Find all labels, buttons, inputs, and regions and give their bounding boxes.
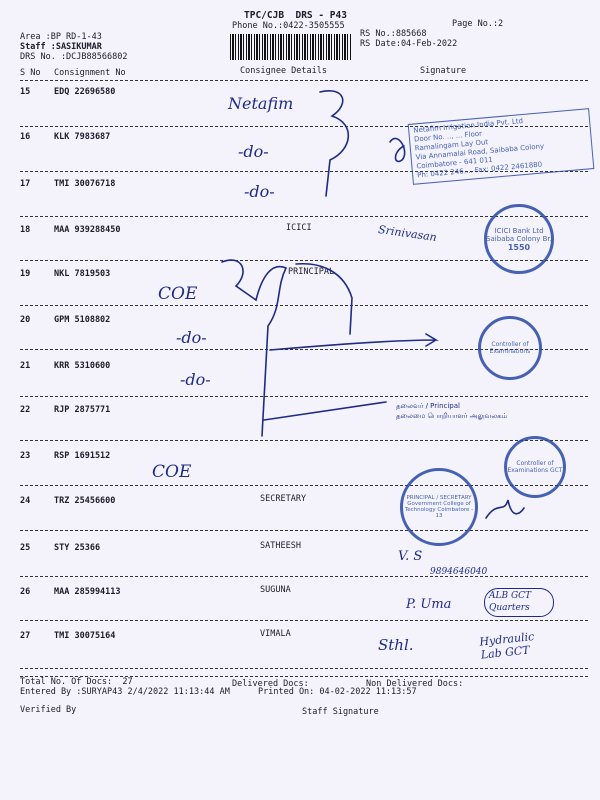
- col-consignment: Consignment No: [54, 68, 126, 78]
- handwritten-ditto: -do-: [180, 370, 211, 389]
- handwritten-note: ALB GCT Quarters: [484, 588, 554, 617]
- drs-number: DRS No. :DCJB88566802: [20, 52, 128, 62]
- signature-stroke: [390, 138, 405, 161]
- signature-stroke: [486, 500, 524, 518]
- row-sno: 27: [20, 631, 31, 641]
- handwritten-ditto: -do-: [176, 328, 207, 347]
- total-docs: Total No. Of Docs: 27: [20, 677, 133, 687]
- bracket-stroke: [296, 264, 352, 334]
- row-consignee: VIMALA: [260, 629, 291, 639]
- icici-stamp-text: ICICI Bank Ltd Saibaba Colony Br.: [486, 226, 552, 243]
- row-sno: 23: [20, 451, 31, 461]
- row-consignment-no: EDQ 22696580: [54, 87, 116, 97]
- page-number: Page No.:2: [452, 19, 504, 29]
- arrow-stroke: [270, 334, 436, 350]
- handwritten-ditto: -do-: [244, 182, 275, 201]
- col-sno: S No: [20, 68, 41, 78]
- handwritten-signature: P. Uma: [406, 597, 452, 612]
- rs-date: RS Date:04-Feb-2022: [360, 39, 458, 49]
- row-consignee: SUGUNA: [260, 585, 291, 595]
- rs-number: RS No.:885668: [360, 29, 427, 39]
- row-sno: 21: [20, 361, 31, 371]
- row-sno: 15: [20, 87, 31, 97]
- row-consignment-no: TMI 30076718: [54, 179, 116, 189]
- phone-number: Phone No.:0422-3505555: [232, 21, 345, 31]
- col-signature: Signature: [420, 66, 467, 76]
- row-consignment-no: RJP 2875771: [54, 405, 111, 415]
- row-consignment-no: TRZ 25456600: [54, 496, 116, 506]
- row-consignment-no: RSP 1691512: [54, 451, 111, 461]
- row-sno: 17: [20, 179, 31, 189]
- row-consignment-no: GPM 5108802: [54, 315, 111, 325]
- netafim-stamp: Netafim Irrigation India Pvt. Ltd Door No. .., ... Floor Ramalingam Lay Out Via Annamalai Road, Saibaba Colony Coimbatore - 641 011 Ph: 0422 246.... Fax: 0422 2461880: [408, 108, 595, 184]
- handwritten-note: Hydraulic Lab GCT: [478, 629, 535, 662]
- row-consignee: SECRETARY: [260, 494, 307, 504]
- arrow-stroke: [264, 402, 386, 420]
- coe-gct-stamp: Controller of Examinations GCT: [504, 436, 566, 498]
- bracket-stroke: [222, 260, 286, 436]
- handwritten-consignee: COE: [158, 284, 198, 304]
- row-sno: 19: [20, 269, 31, 279]
- handwritten-signature: Sthl.: [378, 636, 414, 654]
- row-consignment-no: MAA 939288450: [54, 225, 121, 235]
- row-sno: 22: [20, 405, 31, 415]
- non-delivered-docs: Non Delivered Docs:: [366, 679, 464, 689]
- icici-bank-stamp: [484, 204, 554, 274]
- row-sno: 26: [20, 587, 31, 597]
- handwritten-signature: Srinivasan: [377, 222, 438, 245]
- area-label: Area :BP RD-1-43: [20, 32, 102, 42]
- tamil-stamp: தலைவர் / Principal தலைமை பொறியாளர் அலுவலகம்: [396, 402, 508, 420]
- row-consignment-no: STY 25366: [54, 543, 101, 553]
- verified-by: Verified By: [20, 705, 77, 715]
- row-consignee: SATHEESH: [260, 541, 301, 551]
- col-consignee: Consignee Details: [240, 66, 327, 76]
- row-sno: 16: [20, 132, 31, 142]
- row-sno: 20: [20, 315, 31, 325]
- row-sno: 24: [20, 496, 31, 506]
- bracket-stroke: [320, 91, 348, 196]
- delivered-docs: Delivered Docs:: [232, 679, 309, 689]
- handwritten-signature: V. S: [398, 549, 423, 564]
- icici-stamp-code: 1550: [507, 242, 531, 252]
- row-consignment-no: TMI 30075164: [54, 631, 116, 641]
- row-consignment-no: KLK 7983687: [54, 132, 111, 142]
- row-sno: 18: [20, 225, 31, 235]
- row-sno: 25: [20, 543, 31, 553]
- row-consignment-no: MAA 285994113: [54, 587, 121, 597]
- handwritten-consignee: Netafim: [228, 94, 294, 113]
- secretary-stamp: PRINCIPAL / SECRETARY Government College of Technology Coimbatore - 13: [400, 468, 478, 546]
- entered-by: Entered By :SURYAP43 2/4/2022 11:13:44 AM: [20, 687, 230, 697]
- row-consignment-no: NKL 7819503: [54, 269, 111, 279]
- row-consignee: ICICI: [286, 223, 312, 233]
- row-consignee: PRINCIPAL: [288, 267, 335, 277]
- staff-signature: Staff Signature: [302, 707, 379, 717]
- handwritten-ditto: -do-: [238, 142, 269, 161]
- printed-on: Printed On: 04-02-2022 11:13:57: [258, 687, 417, 697]
- document-title: TPC/CJB DRS - P43: [244, 10, 347, 21]
- handwritten-consignee: COE: [152, 462, 192, 482]
- row-consignment-no: KRR 5310600: [54, 361, 111, 371]
- coe-stamp: Controller of Examinations: [478, 316, 542, 380]
- handwritten-phone: 9894646040: [430, 567, 488, 577]
- staff-label: Staff :SASIKUMAR: [20, 42, 102, 52]
